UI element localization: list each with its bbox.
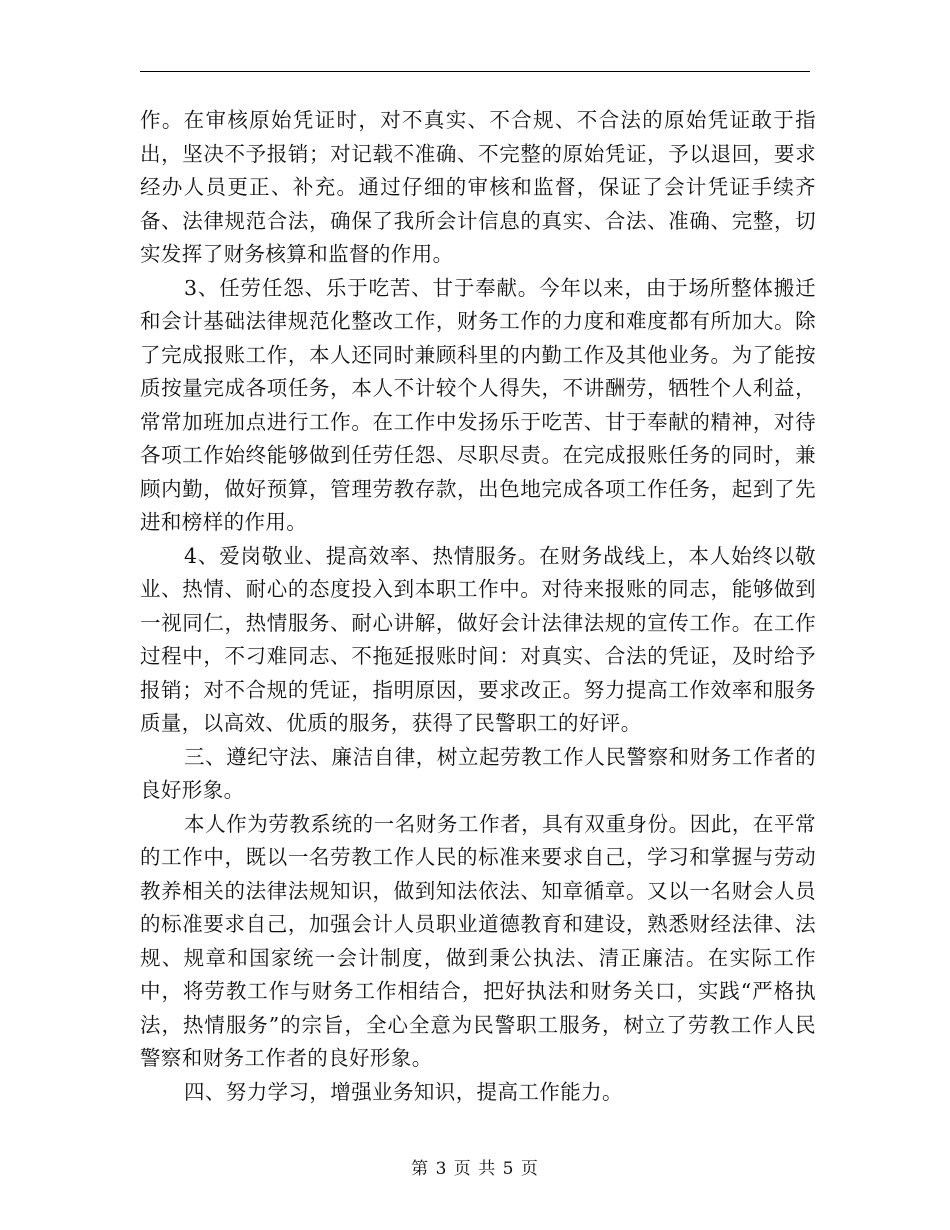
paragraph-dual-identity: 本人作为劳教系统的一名财务工作者，具有双重身份。因此，在平常的工作中，既以一名劳教工作人民的标准来要求自己，学习和掌握与劳动教养相关的法律法规知识，做到知法依法、知章循章。又以一名财会人员的标准要求自己，加强会计人员职业道德教育和建设，熟悉财经法律、法规、规章和国家统一会计制度，做到秉公执法、清正廉洁。在实际工作中，将劳教工作与财务工作相结合，把好执法和财务关口，实践“严格执法，热情服务”的宗旨，全心全意为民警职工服务，树立了劳教工作人民警察和财务工作者的良好形象。 xyxy=(140,811,816,1070)
header-rule xyxy=(140,71,810,72)
document-body xyxy=(140,104,816,1109)
page-number-footer: 第 3 页 共 5 页 xyxy=(411,1159,539,1179)
paragraph-point-3: 3、任劳任怨、乐于吃苦、甘于奉献。今年以来，由于场所整体搬迁和会计基础法律规范化整改工作，财务工作的力度和难度都有所加大。除了完成报账工作，本人还同时兼顾科里的内勤工作及其他业务。为了能按质按量完成各项任务，本人不计较个人得失，不讲酬劳，牺牲个人利益，常常加班加点进行工作。在工作中发扬乐于吃苦、甘于奉献的精神，对待各项工作始终能够做到任劳任怨、尽职尽责。在完成报账任务的同时，兼顾内勤，做好预算，管理劳教存款，出色地完成各项工作任务，起到了先进和榜样的作用。 xyxy=(140,275,816,534)
paragraph-point-4: 4、爱岗敬业、提高效率、热情服务。在财务战线上，本人始终以敬业、热情、耐心的态度投入到本职工作中。对待来报账的同志，能够做到一视同仁，热情服务、耐心讲解，做好会计法律法规的宣传工作。在工作过程中，不刁难同志、不拖延报账时间：对真实、合法的凭证，及时给予报销；对不合规的凭证，指明原因，要求改正。努力提高工作效率和服务质量，以高效、优质的服务，获得了民警职工的好评。 xyxy=(140,543,816,735)
section-heading-4: 四、努力学习，增强业务知识，提高工作能力。 xyxy=(184,1079,623,1104)
paragraph-audit-continued: 作。在审核原始凭证时，对不真实、不合规、不合法的原始凭证敢于指出，坚决不予报销；对记载不准确、不完整的原始凭证，予以退回，要求经办人员更正、补充。通过仔细的审核和监督，保证了会计凭证手续齐备、法律规范合法，确保了我所会计信息的真实、合法、准确、完整，切实发挥了财务核算和监督的作用。 xyxy=(140,108,816,266)
section-heading-3: 三、遵纪守法、廉洁自律，树立起劳教工作人民警察和财务工作者的良好形象。 xyxy=(140,744,816,802)
